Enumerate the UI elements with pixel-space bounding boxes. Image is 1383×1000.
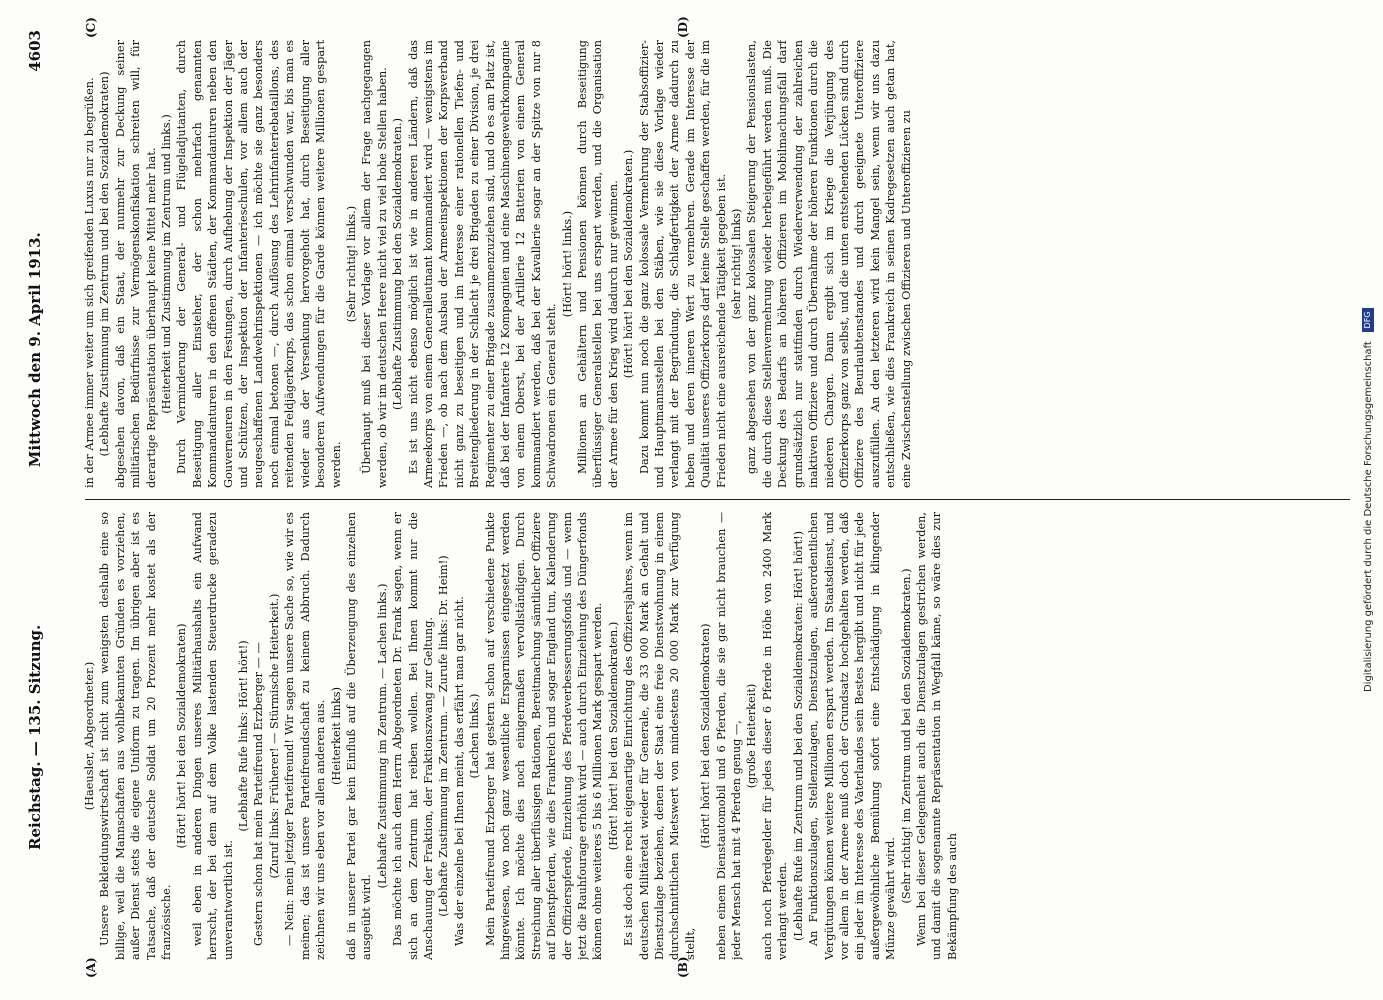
page-header <box>26 30 50 970</box>
paragraph: Unsere Bekleidungswirtschaft ist nicht zum wenigsten deshalb eine so billige, weil die Mannschaften aus wohlbekannten Gründen es vorziehen, außer Dienst stets die eigene Uniform zu tragen. Im übrigen aber ist es Tatsache, daß der deutsche Soldat um 20 Prozent mehr kostet als der französische. <box>98 512 174 960</box>
paragraph: (Sehr richtig! links.) <box>344 205 358 323</box>
paragraph: (Lebhafte Zustimmung im Zentrum. — Lachen links.) <box>375 583 389 889</box>
paragraph: (Lebhafte Zustimmung bei den Sozialdemokraten.) <box>391 118 405 410</box>
header-right-group <box>26 30 44 467</box>
paragraph: (Lebhafte Zustimmung im Zentrum. — Zurufe links: Dr. Heim!) <box>437 555 451 917</box>
paragraph: (Hört! hört! bei den Sozialdemokraten.) <box>606 621 620 851</box>
column-divider <box>85 499 1350 500</box>
paragraph: (Heiterkeit und Zustimmung im Zentrum und links.) <box>160 114 174 414</box>
paragraph: (Lebhafte Rufe links: Hört! hört!) <box>237 640 251 832</box>
paragraph: Überhaupt muß bei dieser Vorlage vor allem der Frage nachgegangen werden, ob wir im deutschen Heere nicht viel zu viel hohe Stellen haben. <box>360 40 389 488</box>
margin-marker-a: (A) <box>84 957 98 978</box>
paragraph: Durch Verminderung der General- und Flügeladjutanten, durch Beseitigung aller Einsteher, der schon mehrfach genannten Kommandanturen in den offenen Städten, der Kommandanturen neben den Gouverneuren in den Festungen, durch Aufhebung der Inspektion der Jäger und Schützen, der Inspektion der Infanterieschulen, vor allem auch der neugeschaffenen Landwehrinspektionen — ich möchte sie ganz besonders noch einmal betonen —, durch Auflösung des Lehrinfanteriebataillons, des reitenden Feldjägerkorps, das schon einmal verschwunden war, bis man es wieder aus der Versenkung hervorgeholt hat, durch Beseitigung aller besonderen Aufwendungen für die Garde können weitere Millionen gespart werden. <box>175 40 343 488</box>
paragraph: (sehr richtig! links) <box>730 208 744 320</box>
paragraph: Es ist doch eine recht eigenartige Einrichtung des Offiziersjahres, wenn im deutschen Militäretat wieder für Generale, die 33 000 Mark an Gehalt und Dienstzulage beziehen, denen der Staat eine freie Dienstwohnung in einem durchschnittlichen Mietswert von mindestens 20 000 Mark zur Verfügung stellt, <box>622 512 697 960</box>
paragraph: (Lachen links.) <box>468 693 482 779</box>
paragraph: ganz abgesehen von der ganz kolossalen Steigerung der Pensionslasten, die durch diese Stellenvermehrung wieder herbeigeführt werden muß. Die Deckung des Bedarfs an höheren Offizieren im Mobilmachungsfall darf grundsätzlich nur stattfinden durch Wiederverwendung der zahlreichen inaktiven Offiziere und durch Übernahme der höheren Funktionen durch die niederen Chargen. Dann ergibt sich im Kriege die Verjüngung des Offizierkorps ganz von selbst, und die unten entstehenden Lücken sind durch Offiziere des Beurlaubtenstandes und durch geeignete Unteroffiziere auszufüllen. An den letzteren wird kein Mangel sein, wenn wir uns dazu entschließen, wie dies Frankreich in seinen Kadregesetzen auch getan hat, eine Zwischenstellung zwischen Offizieren und Unteroffizieren zu <box>745 40 913 488</box>
paragraph: Was der einzelne bei Ihnen meint, das erfährt man gar nicht. <box>452 596 466 946</box>
header-date: Mittwoch den 9. April 1913. <box>26 232 44 468</box>
paragraph: (Hört! hört! bei den Sozialdemokraten.) <box>622 149 636 379</box>
footer-text: Digitalisierung gefördert durch die Deutsche Forschungsgemeinschaft <box>1363 341 1374 693</box>
right-text-column <box>82 40 1354 488</box>
footer-credit <box>1362 0 1374 1000</box>
paragraph: (Hört! hört! links.) <box>560 210 574 318</box>
paragraph: daß in unserer Partei gar kein Einfluß auf die Überzeugung des einzelnen ausgeübt wird. <box>344 512 374 960</box>
paragraph: Wenn bei dieser Gelegenheit auch die Dienstzulagen gestrichen werden, und damit die sogenannte Repräsentation in Wegfall käme, so wäre dies zur Bekämpfung des auch <box>914 512 959 960</box>
paragraph: An Funktionszulagen, Stellenzulagen, Dienstzulagen, außerordentlichen Vergütungen können weitere Millionen erspart werden. Im Staatsdienst, und vor allem in der Armee muß doch der Grundsatz hochgehalten werden, daß ein jeder im Interesse des Vaterlandes sein Bestes hergibt und nicht für jede außergewöhnliche Bemühung sofort eine Entschädigung in klingender Münze gewährt wird. <box>807 512 898 960</box>
paragraph: (Sehr richtig! im Zentrum und bei den Sozialdemokraten.) <box>899 568 913 904</box>
paragraph: abgesehen davon, daß ein Staat, der nunmehr zur Deckung seiner militärischen Bedürfnisse zur Vermögenskonfiskation schreiten will, für derartige Repräsentation überhaupt keine Mittel mehr hat. <box>113 40 158 488</box>
paragraph: Millionen an Gehältern und Pensionen können durch Beseitigung überflüssiger Generalstellen bei uns erspart werden, und die Organisation der Armee für den Krieg wird dadurch nur gewinnen. <box>576 40 620 488</box>
paragraph: Mein Parteifreund Erzberger hat gestern schon auf verschiedene Punkte hingewiesen, wo noch ganz wesentliche Ersparnissen eingesetzt werden könnte. Ich möchte dies noch einigermaßen vervollständigen. Durch Streichung aller überflüssigen Rationen, Bereitmachung sämtlicher Offiziere auf Dienstpferden, wie dies Frankreich und sogar England tun, Kalenderung der Offizierspferde, Einziehung des Pferdeverbesserungsfonds und — wenn jetzt die Rauhfourage erhöht wird — auch durch Einziehung des Düngerfonds können ohne weiteres 5 bis 6 Millionen Mark gespart werden. <box>483 512 605 960</box>
header-session-title: Reichstag. — 135. Sitzung. <box>26 624 44 850</box>
paragraph: — Nein: mein jetziger Parteifreund! Wir sagen unsere Sache so, wie wir es meinen; das ist unsere Parteifreundschaft zu keinem Abbruch. Dadurch zeichnen wir uns eben vor allen anderen aus. <box>283 512 328 960</box>
margin-marker-c: (C) <box>84 17 98 38</box>
paragraph: (große Heiterkeit) <box>745 683 759 789</box>
page-number: 4603 <box>26 30 44 72</box>
paragraph: Das möchte ich auch dem Herrn Abgeordneten Dr. Frank sagen, wenn er sich an dem Zentrum hat reiben wollen. Bei Ihnen kommt nur die Anschauung der Fraktion, der Fraktionszwang zur Geltung. <box>391 512 435 960</box>
paragraph: (Haeusler, Abgeordneter.) <box>83 661 96 811</box>
margin-marker-b: (B) <box>676 956 690 978</box>
paragraph: (Hört! hört! bei den Sozialdemokraten) <box>175 623 189 849</box>
paragraph: (Lebhafte Rufe im Zentrum und bei den Sozialdemokraten: Hört! hört!) <box>791 530 805 942</box>
paragraph: neben einem Dienstautomobil und 6 Pferden, die sie gar nicht brauchen — jeder Mensch hat mit 4 Pferden genug —, <box>714 512 744 960</box>
paragraph: (Lebhafte Zustimmung im Zentrum und bei den Sozialdemokraten) <box>98 71 112 457</box>
paragraph: in der Armee immer weiter um sich greifenden Luxus nur zu begrüßen. <box>83 77 96 488</box>
paragraph: weil eben in anderen Dingen unseres Militärhaushalts ein Aufwand herrscht, der bei dem auf dem Volke lastenden Steuerdrucke geradezu unverantwortlich ist. <box>190 512 235 960</box>
paragraph: (Heiterkeit links) <box>329 687 343 786</box>
dfg-logo: DFG <box>1362 308 1374 332</box>
margin-marker-d: (D) <box>676 16 690 38</box>
paragraph: Es ist uns nicht ebenso möglich ist wie in anderen Ländern, daß das Armeekorps von einem Generalleutnant kommandiert wird — wenigstens im Frieden —, ob nach dem Ausbau der Armeeinspektionen der Korpsverband nicht ganz zu beseitigen und im Interesse einer rationellen Tiefen- und Breitengliederung in der Schlacht je drei Brigaden zu einer Division, je drei Regimenter zu einer Brigade zusammenzuziehen sind, und ob es am Platz ist, daß bei der Infanterie 12 Kompagnien und eine Maschinengewehrkompagnie von einem Oberst, bei der Artillerie 12 Batterien von einem General kommandiert werden, daß bei der Kavallerie sogar an der Spitze von nur 8 Schwadronen ein General steht. <box>406 40 559 488</box>
paragraph: (Hört! hört! bei den Sozialdemokraten) <box>699 623 713 849</box>
paragraph: auch noch Pferdegelder für jedes dieser 6 Pferde in Höhe von 2400 Mark verlangt werden. <box>760 512 790 960</box>
paragraph: (Zuruf links: Früherer! — Stürmische Heiterkeit.) <box>267 593 281 879</box>
paragraph: Dazu kommt nun noch die ganz kolossale Vermehrung der Stabsoffizier- und Hauptmannsstellen bei den Stäben, wie sie diese Vorlage wieder verlangt mit der Begründung, die Schlagfertigkeit der Armee dadurch zu heben und deren inneren Wert zu vermehren. Gerade im Interesse der Qualität unseres Offizierkorps darf keine Stelle geschaffen werden, für die im Frieden nicht eine ausreichende Tätigkeit gegeben ist. <box>637 40 728 488</box>
paragraph: Gestern schon hat mein Parteifreund Erzberger — — <box>252 642 266 946</box>
left-text-column <box>82 512 1354 960</box>
